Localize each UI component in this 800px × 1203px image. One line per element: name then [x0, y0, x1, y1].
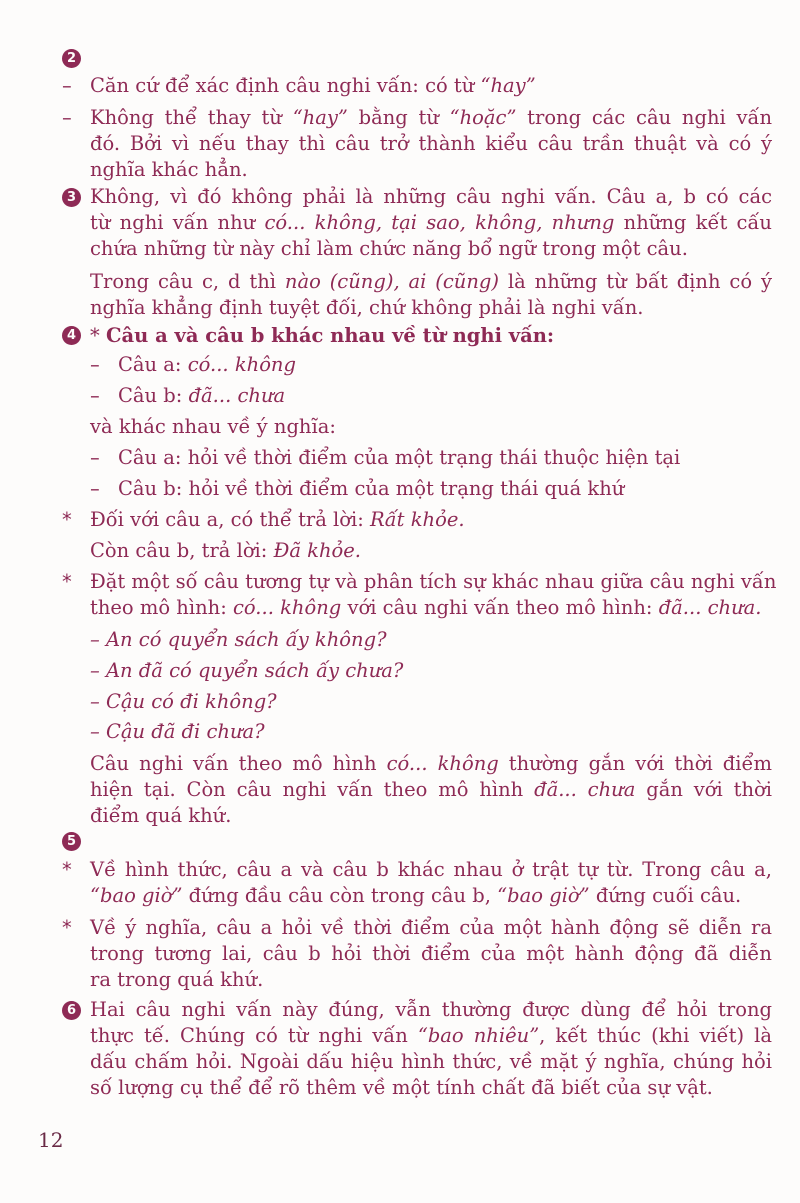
- dash-marker: –: [90, 446, 100, 469]
- section-6-line-2: thực tế. Chúng có từ nghi vấn “bao nhiêu”, kết thúc (khi viết) là: [90, 1024, 772, 1047]
- star-marker: *: [62, 916, 72, 939]
- section-5-form-line-1: Về hình thức, câu a và câu b khác nhau ở trật tự từ. Trong câu a,: [90, 858, 772, 881]
- dash-marker: –: [62, 106, 72, 129]
- section-4-meaning-b: Câu b: hỏi về thời điểm của một trạng thái quá khứ: [118, 477, 625, 500]
- example-sentence-2: – An đã có quyển sách ấy chưa?: [90, 659, 404, 682]
- section-4-number: 4: [62, 326, 81, 345]
- section-4-conclusion-line-1: Câu nghi vấn theo mô hình có... không thường gắn với thời điểm: [90, 752, 772, 775]
- dash-marker: –: [90, 353, 100, 376]
- star-marker: *: [62, 570, 72, 593]
- dash-marker: –: [90, 384, 100, 407]
- example-sentence-4: – Cậu đã đi chưa?: [90, 720, 265, 743]
- section-4-heading: * Câu a và câu b khác nhau về từ nghi vấn:: [90, 324, 555, 347]
- section-3-line-5: nghĩa khẳng định tuyệt đối, chứ không phải là nghi vấn.: [90, 296, 644, 319]
- section-2-bullet-2-line-3: nghĩa khác hẳn.: [90, 158, 248, 181]
- section-4-item-b: Câu b: đã... chưa: [118, 384, 286, 407]
- section-4-meaning-a: Câu a: hỏi về thời điểm của một trạng thái thuộc hiện tại: [118, 446, 681, 469]
- section-2-number: 2: [62, 49, 81, 68]
- dash-marker: –: [90, 477, 100, 500]
- page-number: 12: [38, 1128, 64, 1152]
- section-3-line-1: Không, vì đó không phải là những câu nghi vấn. Câu a, b có các: [90, 185, 772, 208]
- section-4-item-a: Câu a: có... không: [118, 353, 296, 376]
- section-4-conclusion-line-3: điểm quá khứ.: [90, 804, 232, 827]
- star-marker: *: [62, 858, 72, 881]
- example-sentence-1: – An có quyển sách ấy không?: [90, 628, 387, 651]
- section-6-number: 6: [62, 1001, 81, 1020]
- section-6-line-3: dấu chấm hỏi. Ngoài dấu hiệu hình thức, về mặt ý nghĩa, chúng hỏi: [90, 1050, 772, 1073]
- section-3-line-3: chứa những từ này chỉ làm chức năng bổ ngữ trong một câu.: [90, 237, 688, 260]
- section-5-number: 5: [62, 832, 81, 851]
- section-2-bullet-2-line-1: Không thể thay từ “hay” bằng từ “hoặc” trong các câu nghi vấn: [90, 106, 773, 129]
- section-3-number: 3: [62, 188, 81, 207]
- example-sentence-3: – Cậu có đi không?: [90, 690, 277, 713]
- section-5-meaning-line-2: trong tương lai, câu b hỏi thời điểm của một hành động đã diễn: [90, 942, 772, 965]
- section-6-line-4: số lượng cụ thể để rõ thêm về một tính chất đã biết của sự vật.: [90, 1076, 713, 1099]
- section-5-form-line-2: “bao giờ” đứng đầu câu còn trong câu b, “bao giờ” đứng cuối câu.: [90, 884, 742, 907]
- section-4-meaning-intro: và khác nhau về ý nghĩa:: [90, 415, 336, 438]
- section-6-line-1: Hai câu nghi vấn này đúng, vẫn thường được dùng để hỏi trong: [90, 998, 772, 1021]
- section-4-practice-line-1: Đặt một số câu tương tự và phân tích sự khác nhau giữa câu nghi vấn: [90, 570, 777, 593]
- section-4-answer-a: Đối với câu a, có thể trả lời: Rất khỏe.: [90, 508, 465, 531]
- section-2-bullet-2-line-2: đó. Bởi vì nếu thay thì câu trở thành kiểu câu trần thuật và có ý: [90, 132, 772, 155]
- section-4-conclusion-line-2: hiện tại. Còn câu nghi vấn theo mô hình đã... chưa gắn với thời: [90, 778, 772, 801]
- section-5-meaning-line-1: Về ý nghĩa, câu a hỏi về thời điểm của một hành động sẽ diễn ra: [90, 916, 772, 939]
- section-4-practice-line-2: theo mô hình: có... không với câu nghi vấn theo mô hình: đã... chưa.: [90, 596, 762, 619]
- section-3-line-2: từ nghi vấn như có... không, tại sao, không, nhưng những kết cấu: [90, 211, 772, 234]
- section-3-line-4: Trong câu c, d thì nào (cũng), ai (cũng) là những từ bất định có ý: [90, 270, 772, 293]
- section-2-bullet-1: Căn cứ để xác định câu nghi vấn: có từ “hay”: [90, 74, 536, 97]
- section-5-meaning-line-3: ra trong quá khứ.: [90, 968, 264, 991]
- section-4-answer-b: Còn câu b, trả lời: Đã khỏe.: [90, 539, 361, 562]
- star-marker: *: [62, 508, 72, 531]
- dash-marker: –: [62, 74, 72, 97]
